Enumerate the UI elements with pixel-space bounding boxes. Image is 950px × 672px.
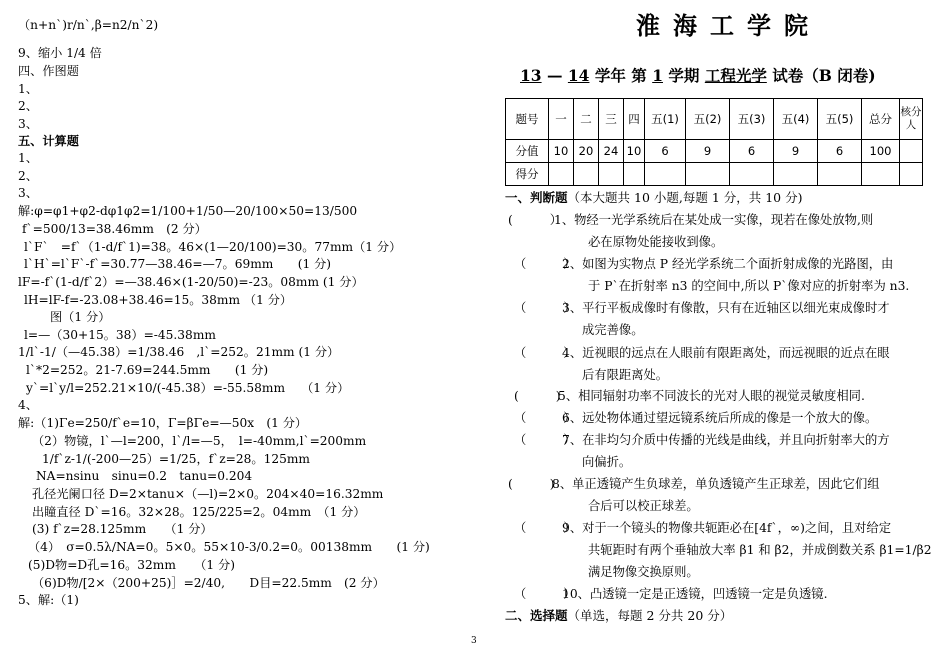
question-text-cont: 共轭距时有两个垂轴放大率 β1 和 β2，并成倒数关系 β1=1/β2 xyxy=(588,543,932,557)
points-cell: 100 xyxy=(862,140,900,163)
answer-blank[interactable]: （ ） xyxy=(514,257,576,271)
answer-blank[interactable]: （ ） xyxy=(514,301,576,315)
header-cell: 核分人 xyxy=(900,99,923,140)
question-text-cont: 合后可以校正球差。 xyxy=(588,499,699,513)
score-cell[interactable] xyxy=(862,163,900,186)
score-cell[interactable] xyxy=(599,163,624,186)
points-cell: 6 xyxy=(645,140,686,163)
question-text-cont: 满足物像交换原则。 xyxy=(588,565,699,579)
row-label: 分值 xyxy=(506,140,549,163)
question-text-cont: 成完善像。 xyxy=(582,323,644,337)
answer-line: y`=l`y/l=252.21×10/(-45.38）=-55.58mm （1 分） xyxy=(26,381,350,395)
score-table-score-row xyxy=(506,163,923,186)
question-text: 3、平行平板成像时有像散，只有在近轴区以细光束成像时才 xyxy=(562,301,890,315)
question-text: 1、物经一光学系统后在某处成一实像，现若在像处放物,则 xyxy=(554,213,874,227)
answer-line: 4、 xyxy=(18,398,38,412)
answer-line: 1、 xyxy=(18,151,38,165)
answer-line: 2、 xyxy=(18,169,38,183)
score-table xyxy=(505,98,923,186)
exam-type: 试卷（B 闭卷) xyxy=(772,66,876,85)
year-dash: — xyxy=(546,66,563,85)
points-cell: 6 xyxy=(818,140,862,163)
answer-blank[interactable]: ( ） xyxy=(508,213,562,227)
answer-blank[interactable]: ( ) xyxy=(508,477,555,491)
answer-line: lF=-f`(1-d/f`2）=—38.46×(1-20/50)=-23。08mm (1 分） xyxy=(18,275,364,289)
answer-line: l`*2=252。21-7.69=244.5mm (1 分) xyxy=(26,363,269,377)
row-label: 得分 xyxy=(506,163,549,186)
answer-line: （4） σ=0.5λ/NA=0。5×0。55×10-3/0.2=0。00138mm (1 分) xyxy=(28,540,430,554)
answer-line: NA=nsinu sinu=0.2 tanu=0.204 xyxy=(36,469,253,483)
answer-line: 5、解:（1) xyxy=(18,593,79,607)
section-heading: 四、作图题 xyxy=(18,64,79,78)
question-text: 4、近视眼的远点在人眼前有限距离处，而远视眼的近点在眼 xyxy=(562,346,890,360)
score-cell[interactable] xyxy=(774,163,818,186)
header-cell: 一 xyxy=(549,99,574,140)
score-cell[interactable] xyxy=(549,163,574,186)
answer-line: 9、缩小 1/4 倍 xyxy=(18,46,102,60)
score-table-header-row xyxy=(506,99,923,140)
header-cell: 四 xyxy=(624,99,645,140)
question-text: 10、凸透镜一定是正透镜，凹透镜一定是负透镜. xyxy=(562,587,828,601)
points-cell: 9 xyxy=(686,140,730,163)
answer-line: l=—（30+15。38）=-45.38mm xyxy=(24,328,216,342)
answer-line: 1/f`z-1/(-200—25）=1/25，f`z=28。125mm xyxy=(42,452,310,466)
answer-blank[interactable]: （ ） xyxy=(514,433,576,447)
answer-line: 1/l`-1/（—45.38）=1/38.46 ,l`=252。21mm (1 分） xyxy=(18,345,340,359)
header-cell: 二 xyxy=(574,99,599,140)
answer-line: lH=lF-f=-23.08+38.46=15。38mm （1 分） xyxy=(24,293,293,307)
points-cell xyxy=(900,140,923,163)
answer-blank[interactable]: （ ） xyxy=(514,587,576,601)
answer-blank[interactable]: （ ） xyxy=(514,521,576,535)
answer-line: 解:φ=φ1+φ2-dφ1φ2=1/100+1/50—20/100×50=13/500 xyxy=(18,204,358,218)
score-cell[interactable] xyxy=(818,163,862,186)
semester-number: 1 xyxy=(652,66,663,85)
score-cell[interactable] xyxy=(900,163,923,186)
section-2-title: 二、选择题 xyxy=(505,608,568,623)
answer-blank[interactable]: （ ） xyxy=(514,346,576,360)
page-number: 3 xyxy=(471,636,477,646)
question-text-cont: 必在原物处能接收到像。 xyxy=(588,235,724,249)
answer-line: 孔径光阑口径 D=2×tanu×（—l)=2×0。204×40=16.32mm xyxy=(32,487,384,501)
answer-line: （6)D物/[2×（200+25)］=2/40, D目=22.5mm (2 分） xyxy=(32,576,385,590)
question-text: 5、相同辐射功率不同波长的光对人眼的视觉灵敏度相同. xyxy=(558,389,865,403)
xueqi-label: 学期 xyxy=(668,66,700,85)
year-end: 14 xyxy=(567,66,590,85)
answer-line: 1、 xyxy=(18,82,38,96)
points-cell: 24 xyxy=(599,140,624,163)
university-title: 淮海工学院 xyxy=(636,11,821,40)
header-cell: 五(4) xyxy=(774,99,818,140)
header-cell: 总分 xyxy=(862,99,900,140)
answer-line: l`H`=l`F`-f`=30.77—38.46=—7。69mm (1 分) xyxy=(24,257,332,271)
score-cell[interactable] xyxy=(730,163,774,186)
answer-line: 2、 xyxy=(18,99,38,113)
answer-line: f`=500/13=38.46mm (2 分） xyxy=(22,222,207,236)
header-cell: 三 xyxy=(599,99,624,140)
answer-line: （n+n`)r/n`,β=n2/n`2) xyxy=(18,18,159,32)
section-2-note: （单选，每题 2 分共 20 分） xyxy=(567,608,733,623)
term-line xyxy=(520,64,876,86)
answer-line: 3、 xyxy=(18,117,38,131)
header-cell: 五(1) xyxy=(645,99,686,140)
score-cell[interactable] xyxy=(574,163,599,186)
section-1-title: 一、判断题 xyxy=(505,190,568,205)
section-1-note: （本大题共 10 小题,每题 1 分，共 10 分) xyxy=(567,190,803,205)
header-cell: 五(5) xyxy=(818,99,862,140)
section-2-heading xyxy=(505,606,732,624)
points-cell: 10 xyxy=(624,140,645,163)
answer-line: 解:（1)Γe=250/f`e=10，Γ=βΓe=—50x (1 分） xyxy=(18,416,308,430)
question-text: 2、如图为实物点 P 经光学系统二个面折射成像的光路图，由 xyxy=(562,257,894,271)
answer-blank[interactable]: ( ) xyxy=(514,389,561,403)
points-cell: 9 xyxy=(774,140,818,163)
question-text: 7、在非均匀介质中传播的光线是曲线，并且向折射率大的方 xyxy=(562,433,890,447)
question-text: 6、远处物体通过望远镜系统后所成的像是一个放大的像。 xyxy=(562,411,878,425)
answer-line: (5)D物=D孔=16。32mm （1 分) xyxy=(28,558,235,572)
question-text-cont: 于 P`在折射率 n3 的空间中,所以 P`像对应的折射率为 n3. xyxy=(588,279,910,293)
answer-line: 出瞳直径 D`=16。32×28。125/225=2。04mm （1 分） xyxy=(32,505,366,519)
question-text: 8、单正透镜产生负球差，单负透镜产生正球差，因此它们组 xyxy=(552,477,880,491)
question-text: 9、对于一个镜头的物像共轭距必在[4f`，∞)之间，且对给定 xyxy=(562,521,892,535)
header-cell: 题号 xyxy=(506,99,549,140)
header-cell: 五(3) xyxy=(730,99,774,140)
answer-line: （2）物镜，l`—l=200，l`/l=—5， l=-40mm,l`=200mm xyxy=(32,434,367,448)
points-cell: 6 xyxy=(730,140,774,163)
answer-blank[interactable]: （ ） xyxy=(514,411,576,425)
answer-line: 图（1 分） xyxy=(50,310,111,324)
answer-line: 3、 xyxy=(18,186,38,200)
section-heading: 五、计算题 xyxy=(18,134,79,148)
score-cell[interactable] xyxy=(624,163,645,186)
course-name: 工程光学 xyxy=(704,66,767,85)
points-cell: 10 xyxy=(549,140,574,163)
score-table-points-row xyxy=(506,140,923,163)
answer-line: (3) f`z=28.125mm （1 分） xyxy=(32,522,213,536)
score-cell[interactable] xyxy=(686,163,730,186)
xuenian-label: 学年 第 xyxy=(594,66,647,85)
question-text-cont: 后有限距离处。 xyxy=(582,368,669,382)
question-text-cont: 向偏折。 xyxy=(582,455,632,469)
answer-line: l`F` =f`（1-d/f`1)=38。46×(1—20/100)=30。77mm（1 分） xyxy=(24,240,402,254)
points-cell: 20 xyxy=(574,140,599,163)
header-cell: 五(2) xyxy=(686,99,730,140)
score-cell[interactable] xyxy=(645,163,686,186)
section-1-heading xyxy=(505,188,802,206)
year-start: 13 xyxy=(520,66,542,85)
